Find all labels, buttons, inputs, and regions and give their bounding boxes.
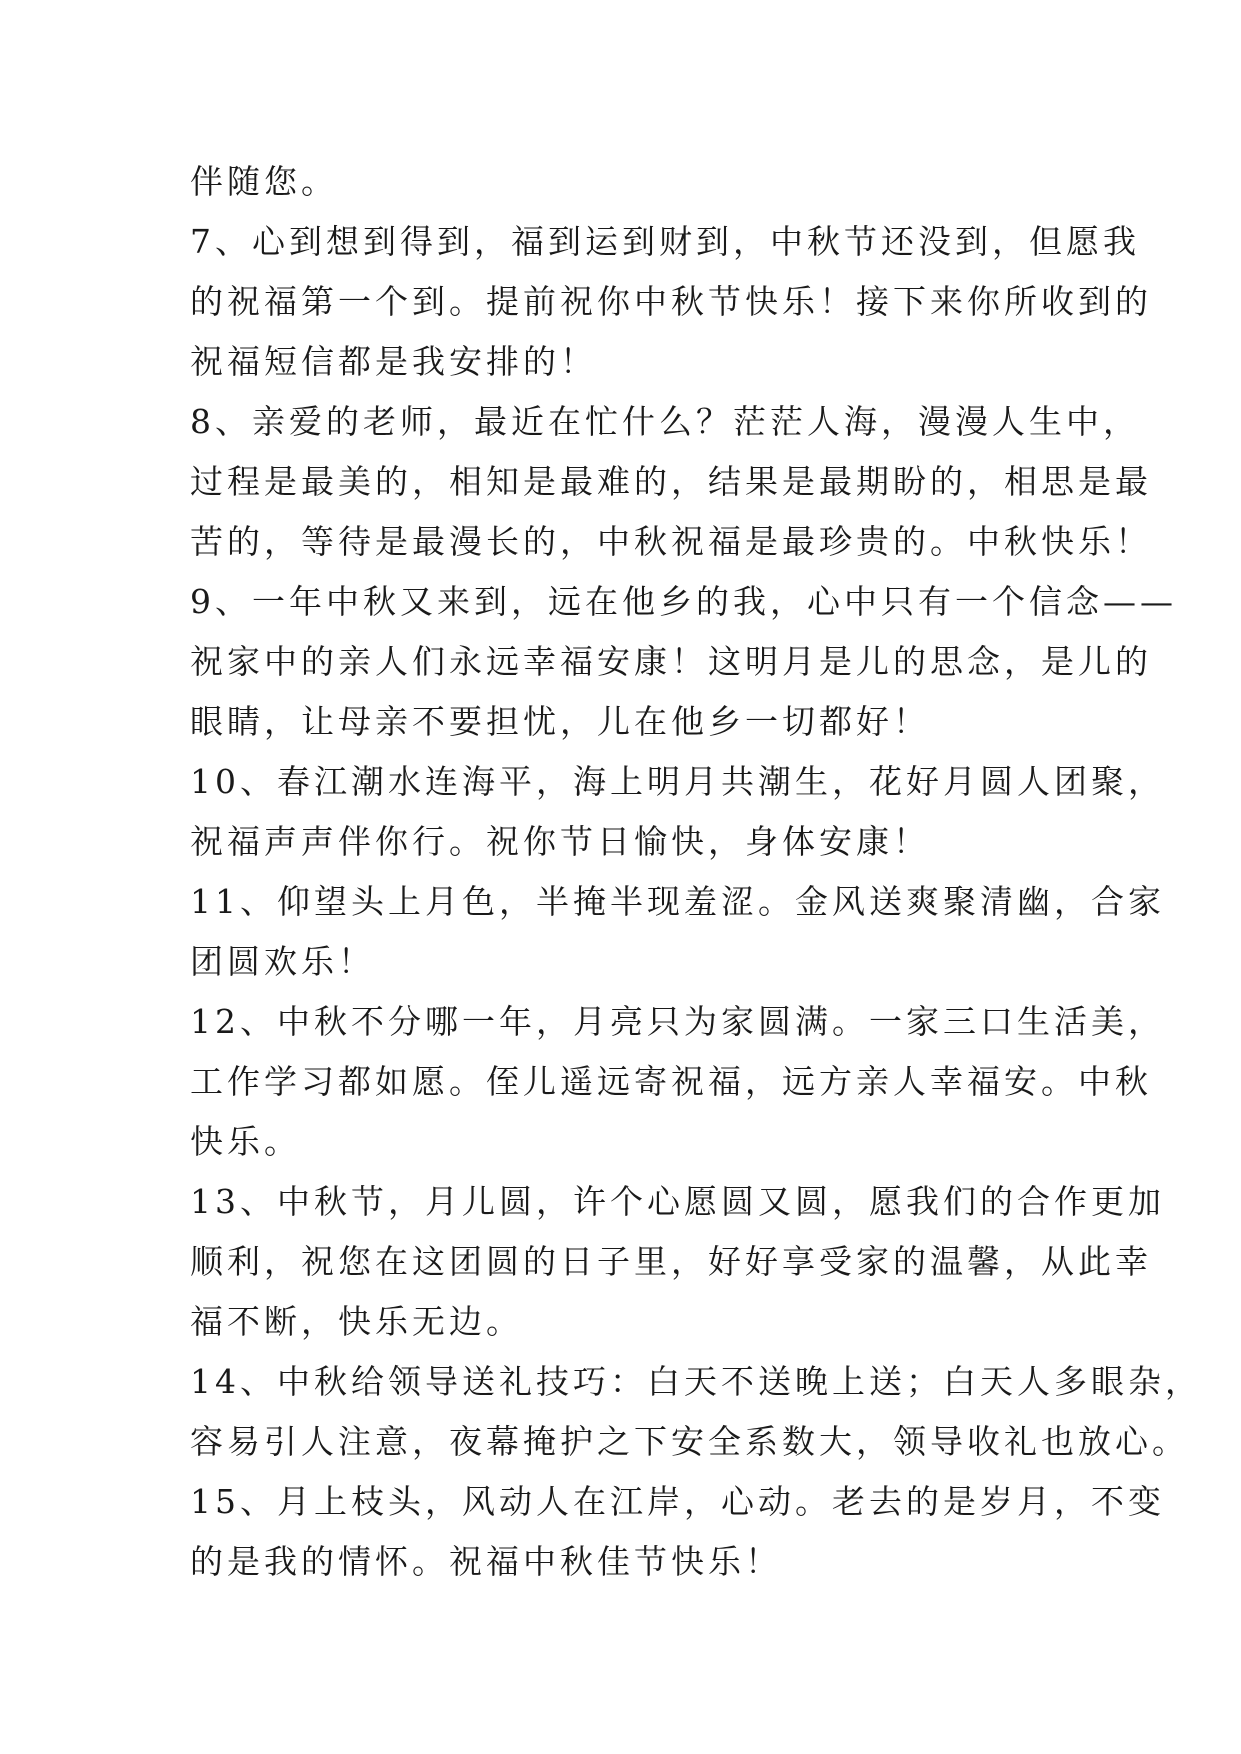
text-line: 13、中秋节，月儿圆，许个心愿圆又圆，愿我们的合作更加 <box>190 1182 1165 1221</box>
text-line: 12、中秋不分哪一年，月亮只为家圆满。一家三口生活美， <box>190 1002 1165 1041</box>
text-line: 工作学习都如愿。侄儿遥远寄祝福，远方亲人幸福安。中秋 <box>190 1062 1152 1101</box>
text-line: 过程是最美的，相知是最难的，结果是最期盼的，相思是最 <box>190 462 1152 501</box>
text-line: 伴随您。 <box>190 162 338 201</box>
text-line: 福不断，快乐无边。 <box>190 1302 523 1341</box>
text-line: 容易引人注意，夜幕掩护之下安全系数大，领导收礼也放心。 <box>190 1422 1189 1461</box>
text-line: 祝福声声伴你行。祝你节日愉快，身体安康！ <box>190 822 930 861</box>
text-line: 团圆欢乐！ <box>190 942 375 981</box>
text-line: 祝家中的亲人们永远幸福安康！这明月是儿的思念，是儿的 <box>190 642 1152 681</box>
text-line: 7、心到想到得到，福到运到财到，中秋节还没到，但愿我 <box>190 222 1140 261</box>
text-line: 眼睛，让母亲不要担忧，儿在他乡一切都好！ <box>190 702 930 741</box>
text-line: 的是我的情怀。祝福中秋佳节快乐！ <box>190 1542 782 1581</box>
text-line: 11、仰望头上月色，半掩半现羞涩。金风送爽聚清幽，合家 <box>190 882 1165 921</box>
text-line: 15、月上枝头，风动人在江岸，心动。老去的是岁月，不变 <box>190 1482 1165 1521</box>
text-line: 8、亲爱的老师，最近在忙什么？茫茫人海，漫漫人生中， <box>190 402 1140 441</box>
text-line: 快乐。 <box>190 1122 301 1161</box>
text-line: 苦的，等待是最漫长的，中秋祝福是最珍贵的。中秋快乐！ <box>190 522 1152 561</box>
text-line: 的祝福第一个到。提前祝你中秋节快乐！接下来你所收到的 <box>190 282 1152 321</box>
text-line: 顺利，祝您在这团圆的日子里，好好享受家的温馨，从此幸 <box>190 1242 1152 1281</box>
text-line: 祝福短信都是我安排的！ <box>190 342 597 381</box>
text-line: 14、中秋给领导送礼技巧：白天不送晚上送；白天人多眼杂， <box>190 1362 1202 1401</box>
document-body <box>190 152 1202 1592</box>
text-line: 9、一年中秋又来到，远在他乡的我，心中只有一个信念—— <box>190 582 1177 621</box>
text-line: 10、春江潮水连海平，海上明月共潮生，花好月圆人团聚， <box>190 762 1165 801</box>
